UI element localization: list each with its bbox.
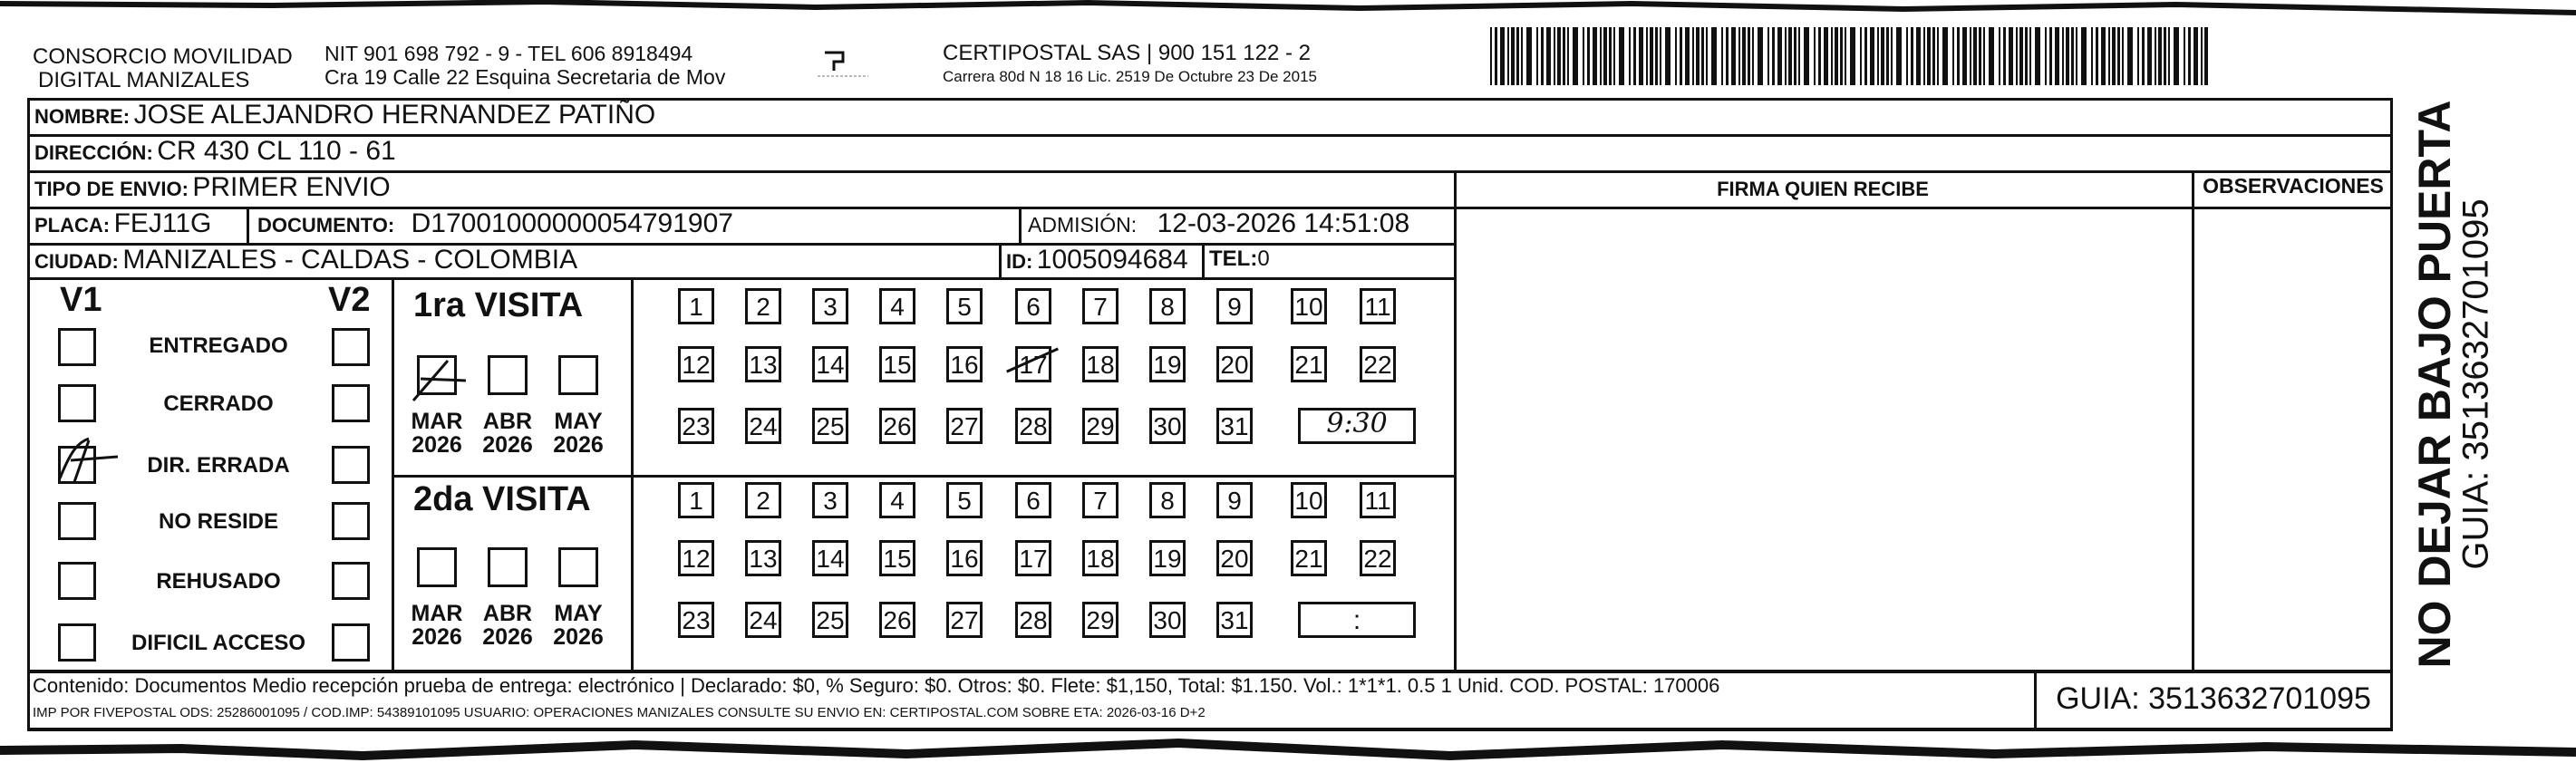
barcode-bar: [1767, 27, 1769, 85]
month-year: 2026: [482, 432, 533, 458]
barcode-bar: [1609, 27, 1612, 85]
barcode-bar: [1758, 27, 1763, 85]
v1-checkbox-cerrado[interactable]: [58, 384, 96, 422]
barcode-bar: [1788, 27, 1792, 85]
barcode-bar: [2147, 27, 2152, 85]
second-visit-day-2[interactable]: 2: [745, 482, 781, 518]
first-visit-day-12[interactable]: 12: [678, 346, 714, 382]
first-visit-day-25[interactable]: 25: [812, 408, 848, 444]
second-visit-day-20[interactable]: 20: [1216, 540, 1253, 576]
v1-checkbox-rehusado[interactable]: [58, 562, 96, 600]
org-nit: NIT 901 698 792 - 9 - TEL 606 8918494 Cra 19 Calle 22 Esquina Secretaria de Mov: [324, 42, 726, 89]
second-visit-day-12[interactable]: 12: [678, 540, 714, 576]
first-visit-day-26[interactable]: 26: [879, 408, 915, 444]
status-label-cerrado: CERRADO: [163, 391, 274, 416]
second-visit-day-27[interactable]: 27: [946, 602, 983, 638]
barcode-bar: [1731, 27, 1736, 85]
barcode-bar: [1500, 27, 1505, 85]
status-label-no-reside: NO RESIDE: [158, 509, 279, 534]
barcode-bar: [2137, 27, 2139, 85]
barcode-bar: [2066, 27, 2069, 85]
second-visit-day-24[interactable]: 24: [745, 602, 781, 638]
barcode-bar: [2168, 27, 2170, 85]
barcode-bar: [1680, 27, 1682, 85]
first-visit-day-6[interactable]: 6: [1015, 288, 1051, 324]
second-visit-day-8[interactable]: 8: [1149, 482, 1186, 518]
tel-label: TEL:: [1209, 246, 1258, 271]
v1-checkbox-dificil-acceso[interactable]: [58, 623, 96, 662]
first-visit-day-4[interactable]: 4: [879, 288, 915, 324]
barcode-bar: [2091, 27, 2093, 85]
barcode-bar: [1864, 27, 1867, 85]
barcode-bar: [1554, 27, 1555, 85]
barcode: [1490, 27, 2215, 91]
admision-field: [1028, 208, 1409, 239]
observaciones-header: OBSERVACIONES: [2203, 174, 2384, 198]
barcode-bar: [1835, 27, 1838, 85]
barcode-bar: [1583, 27, 1584, 85]
v2-checkbox-dificil-acceso[interactable]: [332, 623, 370, 662]
second-visit-day-1[interactable]: 1: [678, 482, 714, 518]
second-visit-day-31[interactable]: 31: [1216, 602, 1253, 638]
barcode-bar: [1891, 27, 1893, 85]
month-year: 2026: [553, 624, 604, 650]
month-name: MAY: [554, 409, 603, 434]
barcode-bar: [2081, 27, 2087, 85]
first-visit-time-box[interactable]: 9:30: [1298, 408, 1416, 444]
barcode-bar: [1850, 27, 1855, 85]
barcode-bar: [1593, 27, 1597, 85]
barcode-bar: [1563, 27, 1565, 85]
admision-value: 12-03-2026 14:51:08: [1157, 208, 1410, 238]
barcode-bar: [1633, 27, 1636, 85]
direccion-field: [34, 136, 396, 167]
v2-checkbox-no-reside[interactable]: [332, 502, 370, 540]
footer-content: Contenido: Documentos Medio recepción prueba de entrega: electrónico | Declarado: $0, % Seguro: $0. Otros: $0. Flete: $1,150, Total: $1.150. Vol.: 1*1*1. 0.5 1 Unid. COD. POSTAL: 170006: [33, 674, 1720, 697]
barcode-bar: [2201, 27, 2203, 85]
barcode-bar: [1600, 27, 1602, 85]
barcode-bar: [1906, 27, 1908, 85]
barcode-bar: [2158, 27, 2162, 85]
dir-errada-v1-check: [53, 433, 125, 488]
first-visit-day-5[interactable]: 5: [946, 288, 983, 324]
barcode-bar: [1646, 27, 1648, 85]
second-visit-month-label-may: [551, 602, 605, 649]
barcode-bar: [1989, 27, 1994, 85]
second-visit-month-label-mar: [410, 602, 464, 649]
second-visit-day-23[interactable]: 23: [678, 602, 714, 638]
barcode-bar: [1685, 27, 1690, 85]
barcode-bar: [1660, 27, 1661, 85]
footer-imp: IMP POR FIVEPOSTAL ODS: 25286001095 / COD.IMP: 54389101095 USUARIO: OPERACIONES MANIZALES CONSULTE SU ENVIO EN: CERTIPOSTAL.COM SOBRE ETA: 2026-03-16 D+2: [33, 705, 1206, 720]
barcode-bar: [1573, 27, 1578, 85]
first-visit-day-17[interactable]: 17: [1015, 346, 1051, 382]
barcode-bar: [1557, 27, 1561, 85]
first-visit-day-9[interactable]: 9: [1216, 288, 1253, 324]
barcode-bar: [1818, 27, 1821, 85]
barcode-bar: [1777, 27, 1782, 85]
barcode-bar: [2122, 27, 2124, 85]
org-name: CONSORCIO MOVILIDAD DIGITAL MANIZALES: [33, 44, 293, 92]
barcode-bar: [1516, 27, 1519, 85]
barcode-bar: [2184, 27, 2185, 85]
barcode-bar: [2204, 27, 2208, 85]
barcode-bar: [1541, 27, 1544, 85]
first-visit-title: 1ra VISITA: [413, 286, 584, 324]
barcode-bar: [1999, 27, 2000, 85]
barcode-bar: [2025, 27, 2028, 85]
first-visit-month-label-may: [551, 410, 605, 457]
month-year: 2026: [412, 624, 462, 650]
tel-field: [1209, 246, 1270, 272]
documento-value: D17001000000054791907: [411, 208, 733, 238]
v2-header: V2: [328, 281, 371, 319]
barcode-bar: [1927, 27, 1931, 85]
barcode-bar: [2101, 27, 2106, 85]
barcode-bar: [2062, 27, 2064, 85]
month-name: ABR: [482, 601, 533, 626]
footer-guia: GUIA: 3513632701095: [2056, 681, 2371, 716]
barcode-bar: [1495, 27, 1497, 85]
barcode-bar: [2174, 27, 2179, 85]
barcode-bar: [2016, 27, 2018, 85]
first-visit-day-13[interactable]: 13: [745, 346, 781, 382]
courier-info: CERTIPOSTAL SAS | 900 151 122 - 2 Carrera 80d N 18 16 Lic. 2519 De Octubre 23 De 2015: [943, 41, 1317, 85]
barcode-bar: [1665, 27, 1671, 85]
second-visit-day-15[interactable]: 15: [879, 540, 915, 576]
barcode-bar: [1536, 27, 1538, 85]
first-visit-day-11[interactable]: 11: [1360, 288, 1396, 324]
barcode-bar: [1742, 27, 1746, 85]
second-visit-day-29[interactable]: 29: [1082, 602, 1119, 638]
second-visit-day-6[interactable]: 6: [1015, 482, 1051, 518]
barcode-bar: [1923, 27, 1925, 85]
barcode-bar: [2055, 27, 2059, 85]
barcode-bar: [1772, 27, 1775, 85]
courier-logo: [816, 45, 870, 86]
month-name: MAR: [411, 601, 463, 626]
second-visit-day-7[interactable]: 7: [1082, 482, 1119, 518]
first-visit-day-29[interactable]: 29: [1082, 408, 1119, 444]
documento-field: [257, 208, 733, 239]
barcode-bar: [1738, 27, 1740, 85]
barcode-bar: [1794, 27, 1796, 85]
barcode-bar: [1701, 27, 1704, 85]
barcode-bar: [1896, 27, 1902, 85]
barcode-bar: [1490, 27, 1492, 85]
second-visit-day-4[interactable]: 4: [879, 482, 915, 518]
barcode-bar: [1546, 27, 1551, 85]
id-field: [1006, 245, 1188, 275]
first-visit-day-31[interactable]: 31: [1216, 408, 1253, 444]
mar-first-check: [408, 353, 480, 408]
barcode-bar: [1942, 27, 1948, 85]
barcode-bar: [1521, 27, 1523, 85]
barcode-bar: [1526, 27, 1532, 85]
second-visit-day-18[interactable]: 18: [1082, 540, 1119, 576]
first-visit-day-30[interactable]: 30: [1149, 408, 1186, 444]
v2-checkbox-dir-errada[interactable]: [332, 446, 370, 484]
first-visit-day-16[interactable]: 16: [946, 346, 983, 382]
first-visit-day-14[interactable]: 14: [812, 346, 848, 382]
barcode-bar: [1726, 27, 1729, 85]
tipo-value: PRIMER ENVIO: [192, 172, 391, 202]
nombre-field: [34, 100, 655, 130]
tipo-label: TIPO DE ENVIO:: [34, 178, 189, 200]
barcode-bar: [1970, 27, 1971, 85]
barcode-bar: [1932, 27, 1935, 85]
barcode-bar: [1831, 27, 1833, 85]
barcode-bar: [1814, 27, 1816, 85]
id-label: ID:: [1006, 250, 1033, 273]
barcode-bar: [1845, 27, 1846, 85]
second-visit-title: 2da VISITA: [413, 480, 591, 518]
documento-label: DOCUMENTO:: [257, 214, 395, 237]
second-visit-day-25[interactable]: 25: [812, 602, 848, 638]
second-visit-day-19[interactable]: 19: [1149, 540, 1186, 576]
first-visit-day-18[interactable]: 18: [1082, 346, 1119, 382]
barcode-bar: [1692, 27, 1694, 85]
barcode-bar: [1785, 27, 1787, 85]
second-visit-day-22[interactable]: 22: [1360, 540, 1396, 576]
first-visit-day-19[interactable]: 19: [1149, 346, 1186, 382]
admision-label: ADMISIÓN:: [1028, 213, 1138, 237]
barcode-bar: [1962, 27, 1967, 85]
first-visit-month-label-abr: [480, 410, 535, 457]
month-name: MAY: [554, 601, 603, 626]
second-visit-month-abr[interactable]: [488, 547, 528, 587]
barcode-bar: [1916, 27, 1921, 85]
barcode-bar: [1870, 27, 1874, 85]
direccion-label: DIRECCIÓN:: [34, 141, 153, 164]
barcode-bar: [1824, 27, 1828, 85]
barcode-bar: [1655, 27, 1658, 85]
second-visit-day-13[interactable]: 13: [745, 540, 781, 576]
second-visit-month-may[interactable]: [558, 547, 598, 587]
first-visit-day-20[interactable]: 20: [1216, 346, 1253, 382]
first-visit-month-abr[interactable]: [488, 355, 528, 395]
second-visit-day-9[interactable]: 9: [1216, 482, 1253, 518]
first-visit-day-23[interactable]: 23: [678, 408, 714, 444]
ciudad-label: CIUDAD:: [34, 250, 119, 273]
month-name: MAR: [411, 409, 463, 434]
barcode-bar: [1696, 27, 1700, 85]
barcode-bar: [1603, 27, 1607, 85]
barcode-bar: [1798, 27, 1800, 85]
first-visit-day-10[interactable]: 10: [1291, 288, 1327, 324]
barcode-bar: [1952, 27, 1954, 85]
barcode-bar: [1613, 27, 1615, 85]
first-visit-month-label-mar: [410, 410, 464, 457]
barcode-bar: [2117, 27, 2120, 85]
barcode-bar: [2076, 27, 2077, 85]
second-visit-day-5[interactable]: 5: [946, 482, 983, 518]
second-visit-day-10[interactable]: 10: [1291, 482, 1327, 518]
barcode-bar: [2003, 27, 2006, 85]
tipo-envio-field: [34, 172, 391, 203]
barcode-bar: [1711, 27, 1717, 85]
barcode-bar: [1937, 27, 1939, 85]
barcode-bar: [1983, 27, 1985, 85]
barcode-bar: [1748, 27, 1750, 85]
barcode-bar: [1911, 27, 1913, 85]
id-value: 1005094684: [1036, 245, 1188, 275]
barcode-bar: [1973, 27, 1977, 85]
barcode-bar: [1507, 27, 1509, 85]
barcode-bar: [1840, 27, 1843, 85]
barcode-bar: [1619, 27, 1624, 85]
barcode-bar: [2112, 27, 2116, 85]
month-year: 2026: [482, 624, 533, 650]
barcode-bar: [2035, 27, 2040, 85]
barcode-bar: [2155, 27, 2156, 85]
month-year: 2026: [412, 432, 462, 458]
barcode-bar: [1877, 27, 1879, 85]
barcode-bar: [2096, 27, 2098, 85]
barcode-bar: [1639, 27, 1643, 85]
first-visit-day-22[interactable]: 22: [1360, 346, 1396, 382]
status-label-rehusado: REHUSADO: [156, 569, 281, 594]
month-year: 2026: [553, 432, 604, 458]
ciudad-field: [34, 245, 577, 275]
barcode-bar: [1629, 27, 1631, 85]
second-visit-day-26[interactable]: 26: [879, 602, 915, 638]
status-label-dir-errada: DIR. ERRADA: [147, 453, 290, 478]
barcode-bar: [1567, 27, 1569, 85]
barcode-bar: [1587, 27, 1590, 85]
second-visit-day-21[interactable]: 21: [1291, 540, 1327, 576]
second-visit-day-30[interactable]: 30: [1149, 602, 1186, 638]
barcode-bar: [2188, 27, 2191, 85]
first-visit-day-7[interactable]: 7: [1082, 288, 1119, 324]
tel-value: 0: [1257, 246, 1270, 271]
barcode-bar: [2108, 27, 2110, 85]
first-visit-day-3[interactable]: 3: [812, 288, 848, 324]
first-visit-day-28[interactable]: 28: [1015, 408, 1051, 444]
barcode-bar: [2127, 27, 2133, 85]
barcode-bar: [1979, 27, 1981, 85]
v1-header: V1: [60, 281, 102, 319]
second-visit-day-14[interactable]: 14: [812, 540, 848, 576]
barcode-bar: [2019, 27, 2023, 85]
first-visit-day-21[interactable]: 21: [1291, 346, 1327, 382]
barcode-bar: [2164, 27, 2166, 85]
barcode-bar: [2009, 27, 2013, 85]
month-name: ABR: [482, 409, 533, 434]
barcode-bar: [1886, 27, 1889, 85]
first-visit-day-2[interactable]: 2: [745, 288, 781, 324]
first-visit-day-27[interactable]: 27: [946, 408, 983, 444]
barcode-bar: [2045, 27, 2047, 85]
first-visit-month-may[interactable]: [558, 355, 598, 395]
nombre-label: NOMBRE:: [34, 105, 131, 128]
v2-checkbox-rehusado[interactable]: [332, 562, 370, 600]
nombre-value: JOSE ALEJANDRO HERNANDEZ PATIÑO: [133, 100, 656, 130]
barcode-bar: [2071, 27, 2074, 85]
placa-value: FEJ11G: [113, 208, 212, 238]
barcode-bar: [1860, 27, 1862, 85]
barcode-bar: [1881, 27, 1884, 85]
placa-field: [34, 208, 211, 239]
status-label-dificil-acceso: DIFICIL ACCESO: [131, 631, 305, 655]
ciudad-value: MANIZALES - CALDAS - COLOMBIA: [122, 245, 578, 275]
second-visit-day-16[interactable]: 16: [946, 540, 983, 576]
second-visit-month-label-abr: [480, 602, 535, 649]
barcode-bar: [1511, 27, 1515, 85]
barcode-bar: [1650, 27, 1653, 85]
barcode-bar: [2049, 27, 2052, 85]
barcode-bar: [2193, 27, 2198, 85]
second-visit-day-11[interactable]: 11: [1360, 482, 1396, 518]
second-visit-day-17[interactable]: 17: [1015, 540, 1051, 576]
barcode-bar: [1675, 27, 1677, 85]
direccion-value: CR 430 CL 110 - 61: [157, 136, 396, 166]
placa-label: PLACA:: [34, 214, 111, 237]
v2-checkbox-cerrado[interactable]: [332, 384, 370, 422]
barcode-bar: [2029, 27, 2031, 85]
first-visit-day-8[interactable]: 8: [1149, 288, 1186, 324]
status-label-entregado: ENTREGADO: [149, 333, 288, 358]
barcode-bar: [2142, 27, 2145, 85]
barcode-bar: [1706, 27, 1708, 85]
second-visit-time-box[interactable]: :: [1298, 602, 1416, 638]
first-visit-day-24[interactable]: 24: [745, 408, 781, 444]
v1-checkbox-entregado[interactable]: [58, 328, 96, 366]
second-visit-day-3[interactable]: 3: [812, 482, 848, 518]
first-visit-day-1[interactable]: 1: [678, 288, 714, 324]
second-visit-month-mar[interactable]: [417, 547, 457, 587]
v1-checkbox-no-reside[interactable]: [58, 502, 96, 540]
barcode-bar: [1804, 27, 1809, 85]
second-visit-day-28[interactable]: 28: [1015, 602, 1051, 638]
barcode-bar: [1957, 27, 1960, 85]
barcode-bar: [1721, 27, 1723, 85]
firma-header: FIRMA QUIEN RECIBE: [1717, 178, 1929, 200]
barcode-bar: [1752, 27, 1754, 85]
v2-checkbox-entregado[interactable]: [332, 328, 370, 366]
first-visit-day-15[interactable]: 15: [879, 346, 915, 382]
